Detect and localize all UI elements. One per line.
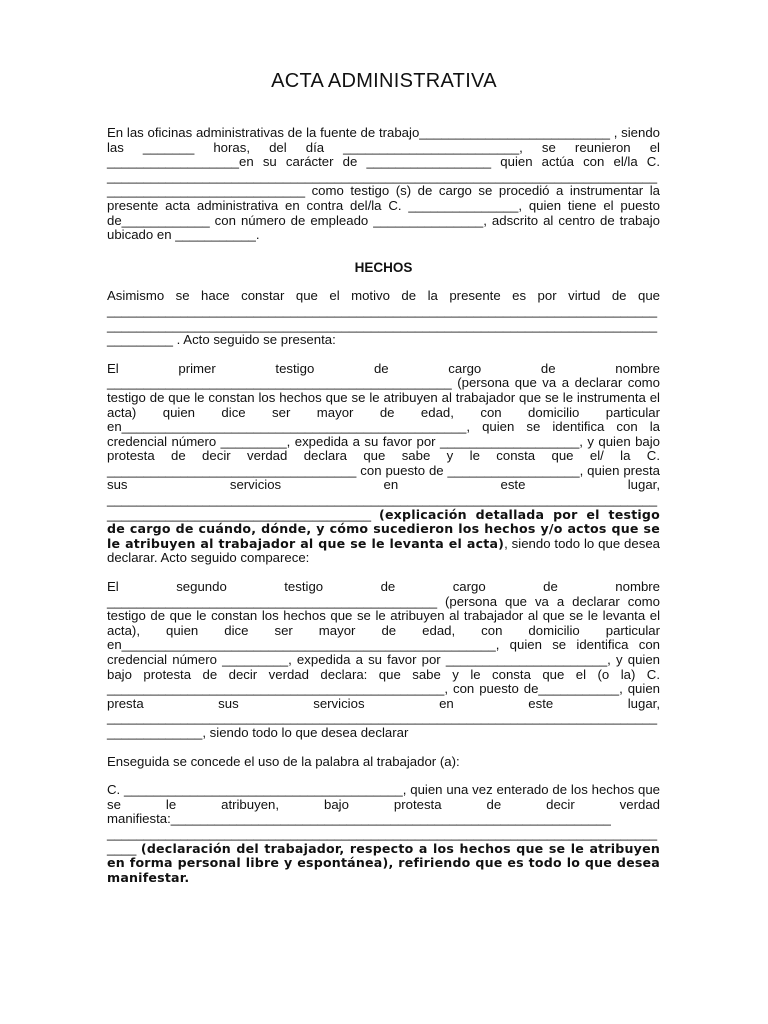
document-body [107, 126, 660, 885]
first-witness-paragraph [107, 362, 660, 566]
worker-turn-paragraph: Enseguida se concede el uso de la palabra al trabajador (a): [107, 753, 460, 769]
motivo-paragraph: Asimismo se hace constar que el motivo de la presente es por virtud de que _______________________________________________________________________________________________________________________________________________________________ . Acto seguido se presenta: [107, 288, 660, 348]
first-witness-tail: , siendo todo lo que desea declarar. Acto seguido comparece: [107, 535, 660, 566]
first-witness-text: El primer testigo de cargo de nombre _______________________________________________ (persona que va a declarar como testigo de que le constan los hechos que se le atribuyen al trabajador que se le instrumenta el acta) quien dice ser mayor de edad, con domicilio particular en_______________________________________________, quien se identifica con la credencial número _________, expedida a su favor por ___________________, y quien bajo protesta de decir verdad declara que sabe y le consta que el/ la C. __________________________________ con puesto de __________________, quien presta sus servicios en este lugar, _______________________________________________________________________________________________________________ [107, 360, 660, 522]
second-witness-paragraph: El segundo testigo de cargo de nombre _____________________________________________ (persona que va a declarar como testigo de que le constan los hechos que se le atribuyen al trabajador al que se le levanta el acta), quien dice ser mayor de edad, con domicilio particular en___________________________________________________, quien se identifica con credencial número _________, expedida a su favor por ______________________, y quien bajo protesta de decir verdad declara: que sabe y le consta que el (o la) C. ______________________________________________, con puesto de___________, quien presta sus servicios en este lugar, ________________________________________________________________________________________, siendo todo lo que desea declarar [107, 579, 660, 740]
document-title: ACTA ADMINISTRATIVA [271, 70, 497, 92]
worker-statement-text: C. ______________________________________, quien una vez enterado de los hechos que se le atribuyen, bajo protesta de decir verdad manifiesta:____________________________________________________________ _______________________________________________________________________________ [107, 782, 660, 856]
intro-paragraph: En las oficinas administrativas de la fuente de trabajo__________________________ , siendo las _______ horas, del día ________________________, se reunieron el __________________en su carácter de _________________ quien actúa con el/la C. ______________________________________________________________________________________________________ como testigo (s) de cargo se procedió a instrumentar la presente acta administrativa en contra del/la C. _______________, quien tiene el puesto de____________ con número de empleado _______________, adscrito al centro de trabajo ubicado en ___________. [107, 125, 660, 243]
worker-statement-paragraph [107, 783, 660, 885]
section-heading-hechos: HECHOS [354, 259, 413, 275]
worker-statement-bold-note: (declaración del trabajador, respecto a los hechos que se le atribuyen en forma personal libre y espontánea), refiriendo que es todo lo que desea manifestar. [107, 840, 660, 885]
first-witness-bold-note: (explicación detallada por el testigo de cargo de cuándo, dónde, y cómo sucedieron los hechos y/o actos que se le atribuyen al trabajador al que se le levanta el acta) [107, 506, 660, 551]
